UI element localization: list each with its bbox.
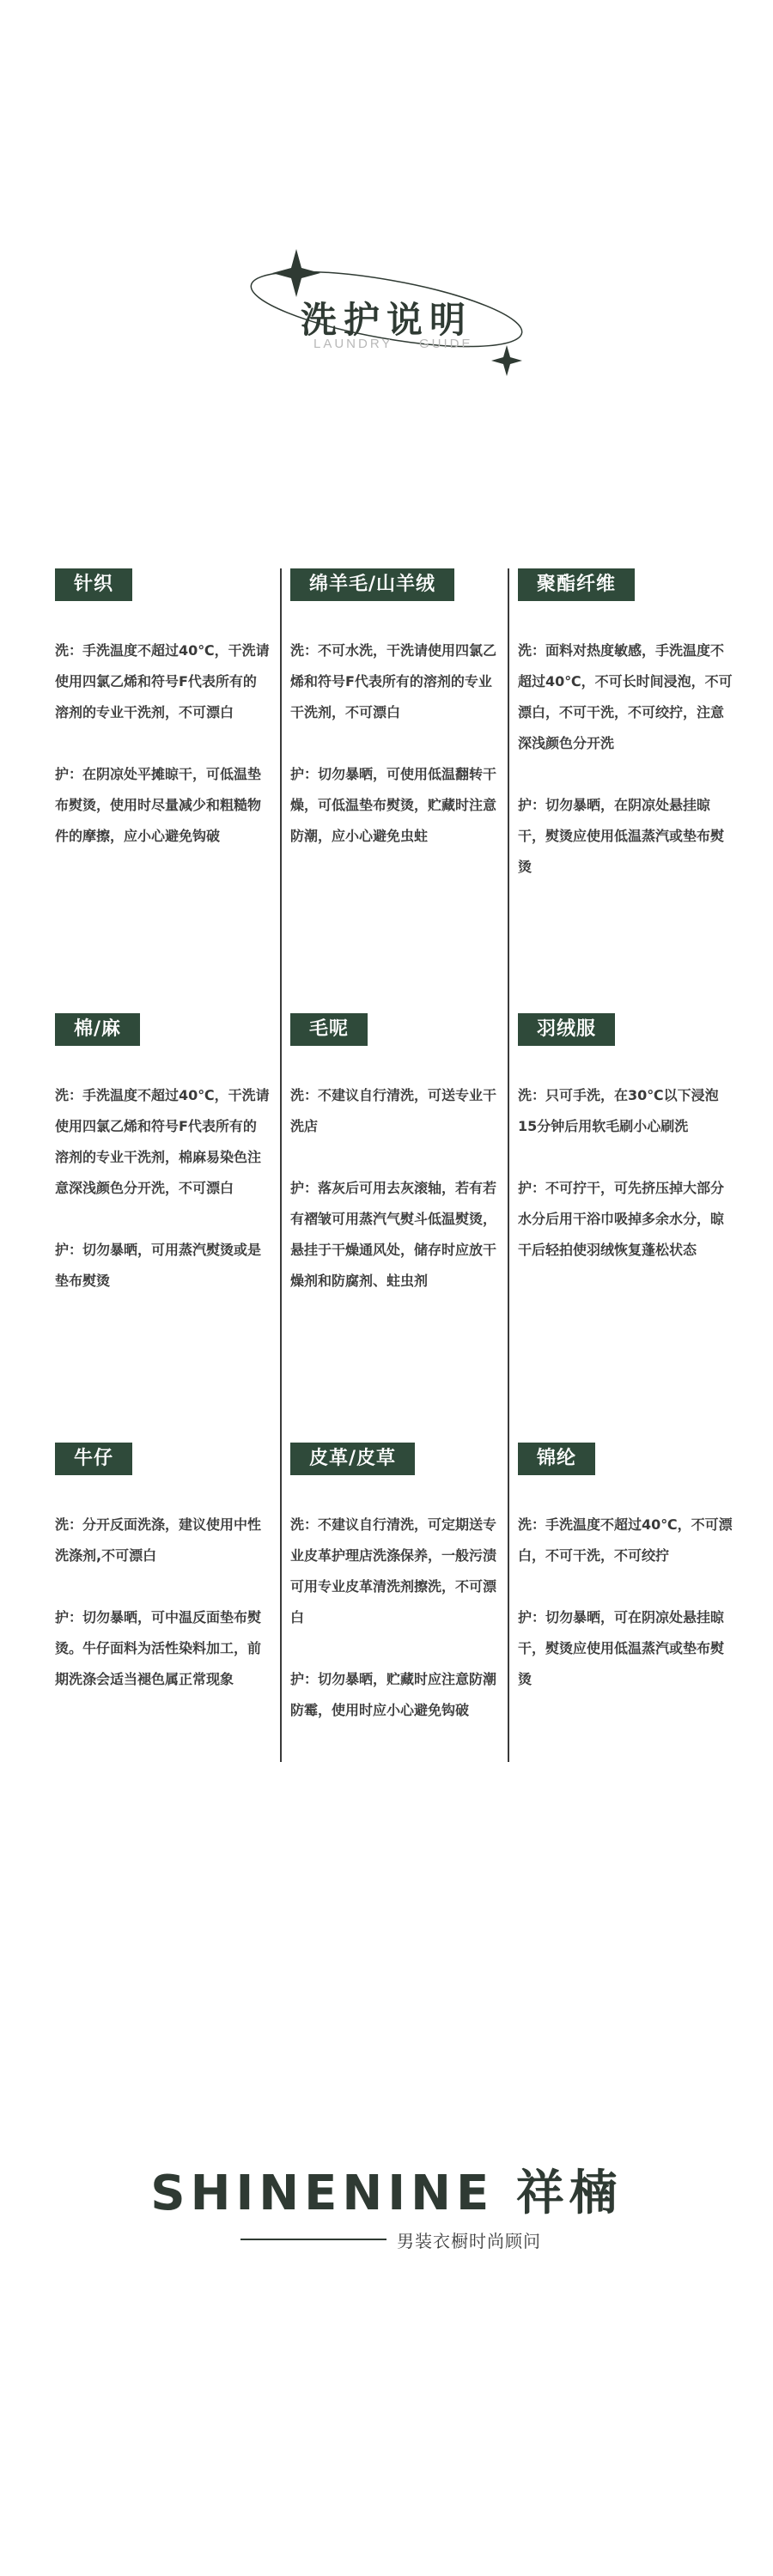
care-card-nylon xyxy=(518,1443,733,1695)
care-instructions: 护：切勿暴晒，可中温反面垫布熨烫。牛仔面料为活性染料加工，前期洗涤会适当褪色属正常现象 xyxy=(55,1609,262,1687)
subtitle-guide: GUIDE xyxy=(419,337,473,351)
sparkle-icon xyxy=(491,345,522,376)
care-card-wool-cashmere xyxy=(290,568,505,852)
wash-instructions: 洗：手洗温度不超过40℃，不可漂白，不可干洗，不可绞拧 xyxy=(518,1516,733,1564)
sparkle-icon xyxy=(272,249,320,297)
wash-instructions: 洗：面料对热度敏感，手洗温度不超过40℃，不可长时间浸泡，不可漂白，不可干洗，不可绞拧，注意深浅颜色分开洗 xyxy=(518,642,733,751)
wash-instructions: 洗：不建议自行清洗，可送专业干洗店 xyxy=(290,1087,497,1134)
care-instructions: 护：切勿暴晒，可使用低温翻转干燥，可低温垫布熨烫，贮藏时注意防潮，应小心避免虫蛀 xyxy=(290,766,497,844)
care-instructions: 护：在阴凉处平摊晾干，可低温垫布熨烫，使用时尽量减少和粗糙物件的摩擦，应小心避免钩破 xyxy=(55,766,262,844)
fabric-badge: 聚酯纤维 xyxy=(518,568,635,601)
fabric-badge: 锦纶 xyxy=(518,1443,595,1475)
fabric-badge: 羽绒服 xyxy=(518,1013,615,1046)
care-card-leather-fur xyxy=(290,1443,505,1726)
care-card-down-jacket xyxy=(518,1013,733,1266)
care-card-cotton-linen xyxy=(55,1013,270,1297)
care-instructions: 护：切勿暴晒，在阴凉处悬挂晾干，熨烫应使用低温蒸汽或垫布熨烫 xyxy=(518,797,725,875)
care-card-denim xyxy=(55,1443,270,1695)
care-card-knit xyxy=(55,568,270,852)
fabric-badge: 棉/麻 xyxy=(55,1013,140,1046)
wash-instructions: 洗：不可水洗，干洗请使用四氯乙烯和符号F代表所有的溶剂的专业干洗剂，不可漂白 xyxy=(290,642,497,720)
wash-instructions: 洗：不建议自行清洗，可定期送专业皮革护理店洗涤保养，一般污渍可用专业皮革清洗剂擦洗，不可漂白 xyxy=(290,1516,497,1625)
wash-instructions: 洗：手洗温度不超过40℃，干洗请使用四氯乙烯和符号F代表所有的溶剂的专业干洗剂，不可漂白 xyxy=(55,642,270,720)
column-divider xyxy=(280,568,282,1762)
fabric-badge: 毛呢 xyxy=(290,1013,368,1046)
care-instructions: 护：落灰后可用去灰滚轴，若有若有褶皱可用蒸汽气熨斗低温熨烫，悬挂于干燥通风处，储存时应放干燥剂和防腐剂、蛀虫剂 xyxy=(290,1180,497,1289)
brand-logo: SHINENINE 祥楠 xyxy=(150,2166,623,2221)
care-card-polyester xyxy=(518,568,733,883)
care-card-woolen-coat xyxy=(290,1013,505,1297)
care-instructions: 护：不可拧干，可先挤压掉大部分水分后用干浴巾吸掉多余水分，晾干后轻拍使羽绒恢复蓬松状态 xyxy=(518,1180,725,1258)
wash-instructions: 洗：只可手洗，在30℃以下浸泡15分钟后用软毛刷小心刷洗 xyxy=(518,1087,719,1134)
fabric-badge: 绵羊毛/山羊绒 xyxy=(290,568,454,601)
care-instructions: 护：切勿暴晒，贮藏时应注意防潮防霉，使用时应小心避免钩破 xyxy=(290,1671,497,1718)
care-instructions: 护：切勿暴晒，可在阴凉处悬挂晾干，熨烫应使用低温蒸汽或垫布熨烫 xyxy=(518,1609,725,1687)
column-divider xyxy=(508,568,509,1762)
fabric-badge: 皮革/皮草 xyxy=(290,1443,415,1475)
wash-instructions: 洗：分开反面洗涤，建议使用中性洗涤剂,不可漂白 xyxy=(55,1516,262,1564)
wash-instructions: 洗：手洗温度不超过40℃，干洗请使用四氯乙烯和符号F代表所有的溶剂的专业干洗剂，棉麻易染色注意深浅颜色分开洗，不可漂白 xyxy=(55,1087,270,1196)
page-title: 洗护说明 xyxy=(300,299,472,341)
subtitle-laundry: LAUNDRY xyxy=(313,337,393,351)
header xyxy=(0,223,773,395)
fabric-badge: 牛仔 xyxy=(55,1443,132,1475)
brand-underline xyxy=(240,2239,386,2240)
care-instructions: 护：切勿暴晒，可用蒸汽熨烫或是垫布熨烫 xyxy=(55,1242,262,1289)
brand-tagline: 男装衣橱时尚顾问 xyxy=(397,2231,541,2251)
fabric-badge: 针织 xyxy=(55,568,132,601)
